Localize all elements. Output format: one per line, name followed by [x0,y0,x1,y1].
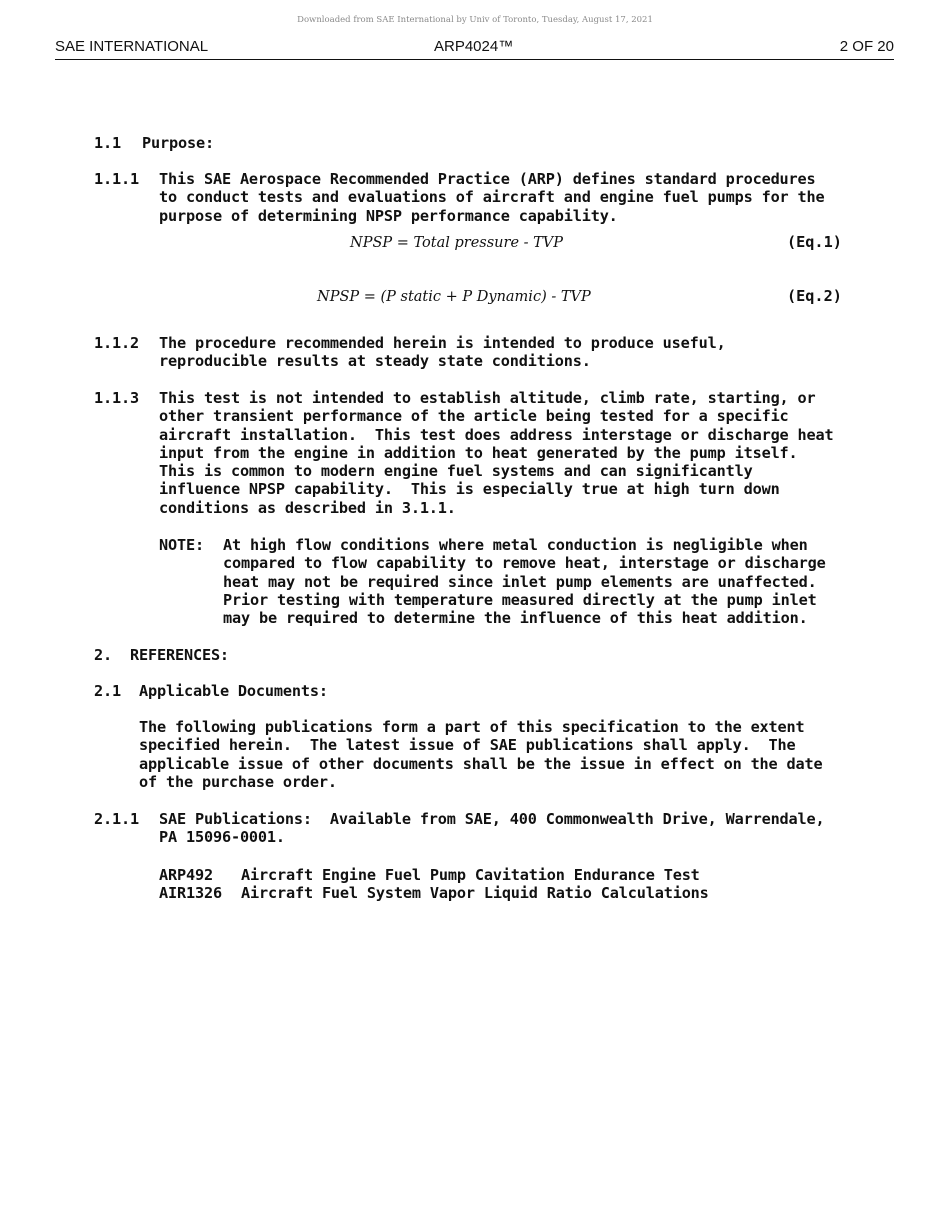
download-note: Downloaded from SAE International by Univ of Toronto, Tuesday, August 17, 2021 [297,15,653,25]
reference-list [159,866,709,903]
equation-1: NPSP = Total pressure - TVP [350,235,564,251]
text-line: The procedure recommended herein is intended to produce useful, [159,334,726,352]
section-1-1-1-number: 1.1.1 [94,170,139,188]
text-line: of the purchase order. [139,772,337,791]
text-line: The following publications form a part of this specification to the extent [139,718,805,736]
section-1-1-2-text [159,334,726,371]
section-1-1-title: Purpose: [142,134,214,152]
text-line: may be required to determine the influence of this heat addition. [223,609,808,628]
note-label: NOTE: [159,536,204,554]
section-2-title: REFERENCES: [130,646,229,664]
text-line: purpose of determining NPSP performance capability. [159,206,618,225]
text-line: reproducible results at steady state conditions. [159,352,591,371]
text-line: compared to flow capability to remove heat, interstage or discharge [223,554,826,573]
equation-1-label: (Eq.1) [787,233,842,251]
text-line: other transient performance of the article being tested for a specific [159,407,789,426]
reference-item [159,884,709,902]
section-2-1-title: Applicable Documents: [139,682,328,700]
section-1-1-1-text [159,170,825,225]
text-line: Prior testing with temperature measured directly at the pump inlet [223,590,817,609]
header-page-number: 2 OF 20 [839,38,894,55]
reference-item [159,866,709,884]
section-1-1-3-text [159,389,834,517]
text-line: aircraft installation. This test does address interstage or discharge heat [159,425,834,444]
header-rule [55,59,894,60]
text-line: specified herein. The latest issue of SAE publications shall apply. The [139,736,796,755]
text-line: input from the engine in addition to heat generated by the pump itself. [159,443,798,462]
reference-title: Aircraft Fuel System Vapor Liquid Ratio Calculations [241,884,709,903]
header-organization: SAE INTERNATIONAL [55,38,209,55]
section-1-1-3-number: 1.1.3 [94,389,139,407]
text-line: This SAE Aerospace Recommended Practice (ARP) defines standard procedures [159,170,816,188]
text-line: conditions as described in 3.1.1. [159,498,456,517]
section-2-1-1-number: 2.1.1 [94,810,139,828]
section-2-1-number: 2.1 [94,682,121,700]
section-2-1-1-text [159,810,825,847]
text-line: heat may not be required since inlet pump elements are unaffected. [223,572,817,591]
text-line: SAE Publications: Available from SAE, 400 Commonwealth Drive, Warrendale, [159,810,825,828]
text-line: influence NPSP capability. This is especially true at high turn down [159,480,780,499]
reference-title: Aircraft Engine Fuel Pump Cavitation Endurance Test [241,866,700,884]
text-line: This test is not intended to establish altitude, climb rate, starting, or [159,389,816,407]
text-line: PA 15096-0001. [159,828,285,847]
text-line: to conduct tests and evaluations of aircraft and engine fuel pumps for the [159,188,825,207]
section-1-1-number: 1.1 [94,134,121,152]
header-document-id: ARP4024™ [434,38,514,55]
reference-code: ARP492 [159,866,213,884]
text-line: applicable issue of other documents shall be the issue in effect on the date [139,754,823,773]
note-text [223,536,826,627]
section-1-1-2-number: 1.1.2 [94,334,139,352]
text-line: At high flow conditions where metal conduction is negligible when [223,536,808,554]
equation-2: NPSP = (P static + P Dynamic) - TVP [317,289,591,305]
text-line: This is common to modern engine fuel systems and can significantly [159,462,753,481]
section-2-1-text [139,718,823,791]
section-2-number: 2. [94,646,112,664]
reference-code: AIR1326 [159,884,222,903]
equation-2-label: (Eq.2) [787,287,842,305]
